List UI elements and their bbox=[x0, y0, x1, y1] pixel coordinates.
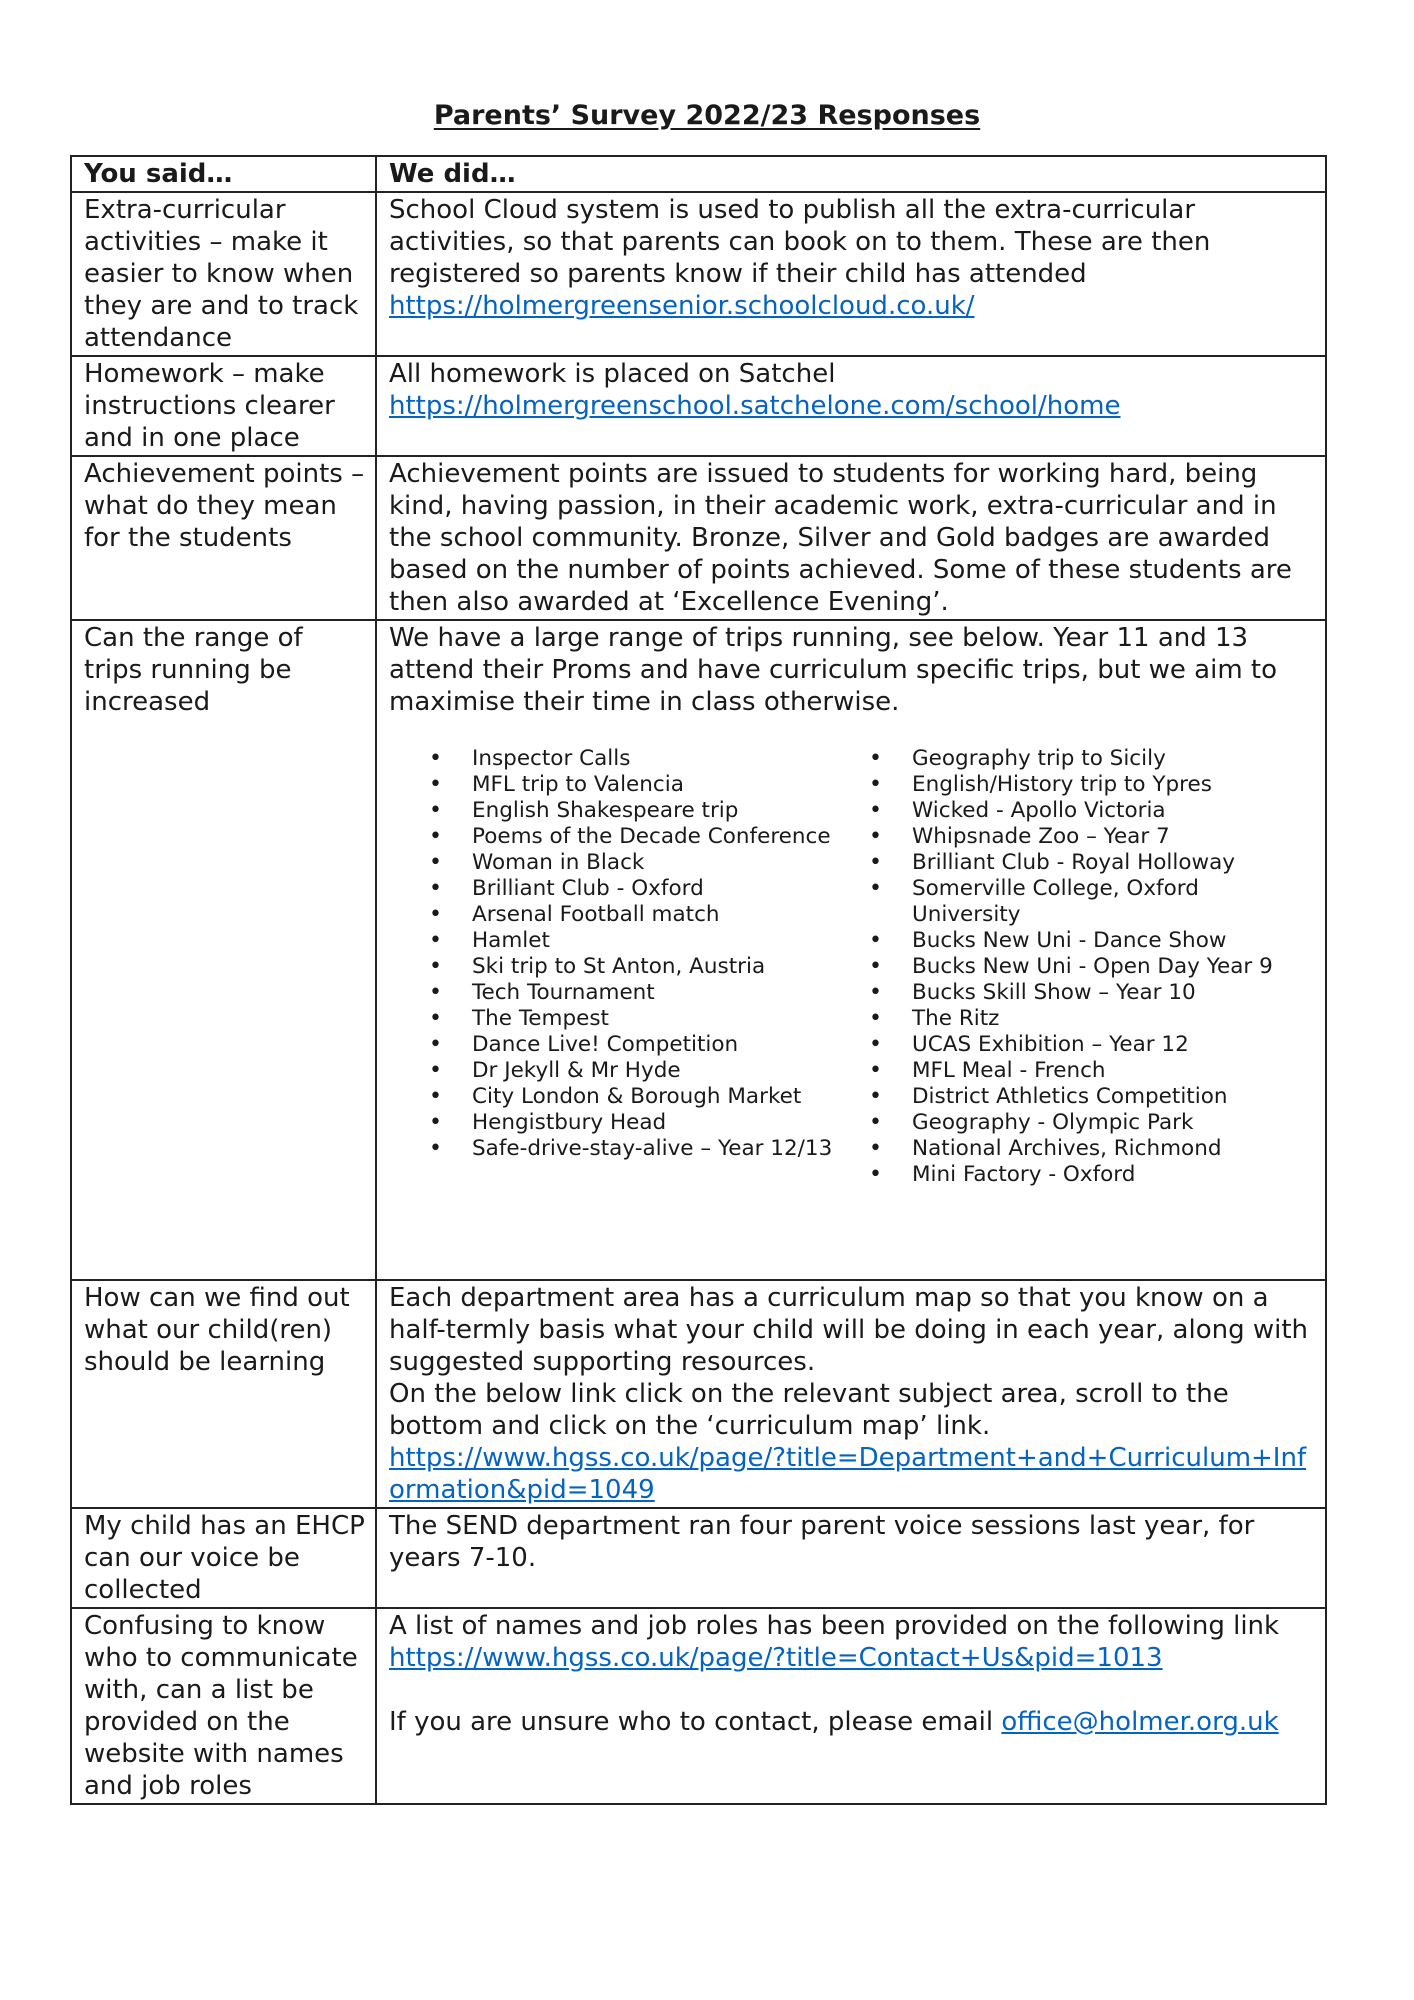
list-item: • Bucks New Uni - Open Day Year 9 bbox=[869, 954, 1299, 980]
we-did-cell: The SEND department ran four parent voice sessions last year, for years 7-10. bbox=[376, 1508, 1326, 1608]
you-said-cell: Homework – make instructions clearer and in one place bbox=[71, 356, 376, 456]
list-item: • The Ritz bbox=[869, 1006, 1299, 1032]
curriculum-link[interactable]: https://www.hgss.co.uk/page/?title=Department+and+Curriculum+Information&pid=1049 bbox=[389, 1443, 1307, 1505]
trips-list-right bbox=[869, 746, 1299, 1188]
header-you-said: You said… bbox=[71, 156, 376, 192]
we-did-cell bbox=[376, 356, 1326, 456]
list-item: • The Tempest bbox=[429, 1006, 869, 1032]
table-header-row bbox=[71, 156, 1326, 192]
we-did-cell bbox=[376, 192, 1326, 356]
list-item: • Brilliant Club - Oxford bbox=[429, 876, 869, 902]
list-item: • Geography - Olympic Park bbox=[869, 1110, 1299, 1136]
we-did-text-2: On the below link click on the relevant subject area, scroll to the bottom and click on the ‘curriculum map’ link. bbox=[389, 1379, 1229, 1441]
list-item: • Wicked - Apollo Victoria bbox=[869, 798, 1299, 824]
list-item: • Tech Tournament bbox=[429, 980, 869, 1006]
you-said-cell: Extra-curricular activities – make it easier to know when they are and to track attendance bbox=[71, 192, 376, 356]
table-row bbox=[71, 192, 1326, 356]
you-said-cell: Achievement points – what do they mean for the students bbox=[71, 456, 376, 620]
you-said-cell: Can the range of trips running be increased bbox=[71, 620, 376, 1280]
we-did-text: Each department area has a curriculum map so that you know on a half-termly basis what your child will be doing in each year, along with suggested supporting resources. bbox=[389, 1283, 1309, 1377]
list-item: • Dance Live! Competition bbox=[429, 1032, 869, 1058]
list-item: • Arsenal Football match bbox=[429, 902, 869, 928]
table-row bbox=[71, 1608, 1326, 1804]
page-title: Parents’ Survey 2022/23 Responses bbox=[433, 100, 981, 131]
list-item: • Hamlet bbox=[429, 928, 869, 954]
list-item: • Somerville College, Oxford University bbox=[869, 876, 1299, 928]
we-did-text: All homework is placed on Satchel bbox=[389, 359, 836, 389]
we-did-text: A list of names and job roles has been provided on the following link bbox=[389, 1611, 1280, 1641]
we-did-cell bbox=[376, 1608, 1326, 1804]
you-said-cell: My child has an EHCP can our voice be collected bbox=[71, 1508, 376, 1608]
list-item: • English/History trip to Ypres bbox=[869, 772, 1299, 798]
list-item: • National Archives, Richmond bbox=[869, 1136, 1299, 1162]
list-item: • Hengistbury Head bbox=[429, 1110, 869, 1136]
list-item: • Geography trip to Sicily bbox=[869, 746, 1299, 772]
trips-list-left bbox=[389, 746, 869, 1188]
list-item: • Brilliant Club - Royal Holloway bbox=[869, 850, 1299, 876]
email-prompt: If you are unsure who to contact, please email bbox=[389, 1707, 994, 1737]
table-row bbox=[71, 1280, 1326, 1508]
list-item: • Woman in Black bbox=[429, 850, 869, 876]
list-item: • Ski trip to St Anton, Austria bbox=[429, 954, 869, 980]
list-item: • Bucks New Uni - Dance Show bbox=[869, 928, 1299, 954]
table-row bbox=[71, 1508, 1326, 1608]
list-item: • MFL trip to Valencia bbox=[429, 772, 869, 798]
we-did-text-2 bbox=[389, 1706, 1317, 1738]
email-link[interactable]: office@holmer.org.uk bbox=[1001, 1707, 1279, 1737]
list-item: • UCAS Exhibition – Year 12 bbox=[869, 1032, 1299, 1058]
list-item: • Mini Factory - Oxford bbox=[869, 1162, 1299, 1188]
we-did-text: School Cloud system is used to publish all the extra-curricular activities, so that parents can book on to them. These are then registered so parents know if their child has attended bbox=[389, 195, 1211, 289]
we-did-cell bbox=[376, 620, 1326, 1280]
list-item: • District Athletics Competition bbox=[869, 1084, 1299, 1110]
responses-table bbox=[70, 155, 1327, 1805]
table-row bbox=[71, 620, 1326, 1280]
contact-link[interactable]: https://www.hgss.co.uk/page/?title=Contact+Us&pid=1013 bbox=[389, 1643, 1163, 1673]
list-item: • English Shakespeare trip bbox=[429, 798, 869, 824]
schoolcloud-link[interactable]: https://holmergreensenior.schoolcloud.co.uk/ bbox=[389, 291, 975, 321]
trips-list bbox=[389, 746, 1317, 1188]
table-row bbox=[71, 456, 1326, 620]
you-said-cell: Confusing to know who to communicate with, can a list be provided on the website with names and job roles bbox=[71, 1608, 376, 1804]
list-item: • Bucks Skill Show – Year 10 bbox=[869, 980, 1299, 1006]
we-did-cell: Achievement points are issued to students for working hard, being kind, having passion, in their academic work, extra-curricular and in the school community. Bronze, Silver and Gold badges are awarded based on the number of points achieved. Some of these students are then also awarded at ‘Excellence Evening’. bbox=[376, 456, 1326, 620]
list-item: • Whipsnade Zoo – Year 7 bbox=[869, 824, 1299, 850]
list-item: • Safe-drive-stay-alive – Year 12/13 bbox=[429, 1136, 869, 1162]
we-did-cell bbox=[376, 1280, 1326, 1508]
list-item: • City London & Borough Market bbox=[429, 1084, 869, 1110]
list-item: • MFL Meal - French bbox=[869, 1058, 1299, 1084]
you-said-cell: How can we find out what our child(ren) should be learning bbox=[71, 1280, 376, 1508]
list-item: • Inspector Calls bbox=[429, 746, 869, 772]
we-did-text: We have a large range of trips running, see below. Year 11 and 13 attend their Proms and have curriculum specific trips, but we aim to maximise their time in class otherwise. bbox=[389, 623, 1278, 717]
list-item: • Poems of the Decade Conference bbox=[429, 824, 869, 850]
list-item: • Dr Jekyll & Mr Hyde bbox=[429, 1058, 869, 1084]
table-row bbox=[71, 356, 1326, 456]
satchel-link[interactable]: https://holmergreenschool.satchelone.com/school/home bbox=[389, 391, 1121, 421]
header-we-did: We did… bbox=[376, 156, 1326, 192]
